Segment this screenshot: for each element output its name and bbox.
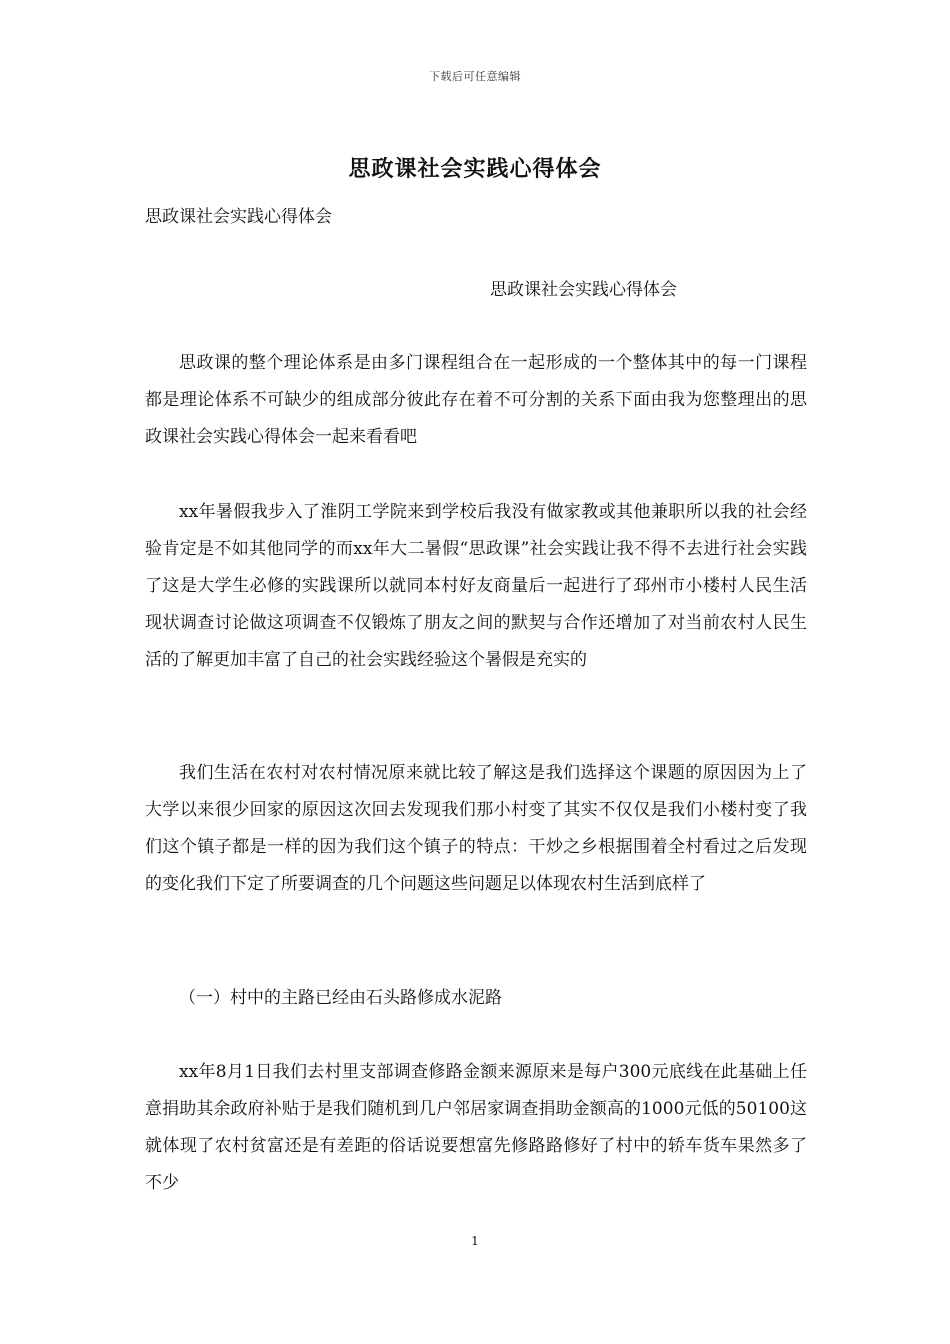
header-note: 下载后可任意编辑 [429, 70, 521, 83]
paragraph-text: xx年8月1日我们去村里支部调查修路金额来源原来是每户300元底线在此基础上任意捐助其余政府补贴于是我们随机到几户邻居家调查捐助金额高的1000元低的50100这就体现了农村贫富还是有差距的俗话说要想富先修路路修好了村中的轿车货车果然多了不少 [145, 1062, 807, 1193]
document-title: 思政课社会实践心得体会 [348, 156, 602, 182]
paragraph-intro [145, 345, 807, 456]
paragraph-road-funding [145, 1054, 807, 1202]
paragraph-summer [145, 494, 807, 679]
paragraph-village [145, 755, 807, 903]
paragraph-text: xx年暑假我步入了淮阴工学院来到学校后我没有做家教或其他兼职所以我的社会经验肯定是不如其他同学的而xx年大二暑假“思政课”社会实践让我不得不去进行社会实践了这是大学生必修的实践课所以就同本村好友商量后一起进行了邳州市小楼村人民生活现状调查讨论做这项调查不仅锻炼了朋友之间的默契与合作还增加了对当前农村人民生活的了解更加丰富了自己的社会实践经验这个暑假是充实的 [145, 502, 807, 670]
paragraph-text: 我们生活在农村对农村情况原来就比较了解这是我们选择这个课题的原因因为上了大学以来很少回家的原因这次回去发现我们那小村变了其实不仅仅是我们小楼村变了我们这个镇子都是一样的因为我们这个镇子的特点：干炒之乡根据围着全村看过之后发现的变化我们下定了所要调查的几个问题这些问题足以体现农村生活到底样了 [145, 763, 807, 894]
section-heading-road [145, 980, 807, 1017]
subtitle-right: 思政课社会实践心得体会 [490, 280, 677, 300]
subtitle-left: 思政课社会实践心得体会 [145, 207, 332, 227]
page-number: 1 [471, 1234, 479, 1248]
paragraph-text: （一）村中的主路已经由石头路修成水泥路 [179, 988, 502, 1008]
paragraph-text: 思政课的整个理论体系是由多门课程组合在一起形成的一个整体其中的每一门课程都是理论体系不可缺少的组成部分彼此存在着不可分割的关系下面由我为您整理出的思政课社会实践心得体会一起来看看吧 [145, 353, 807, 447]
